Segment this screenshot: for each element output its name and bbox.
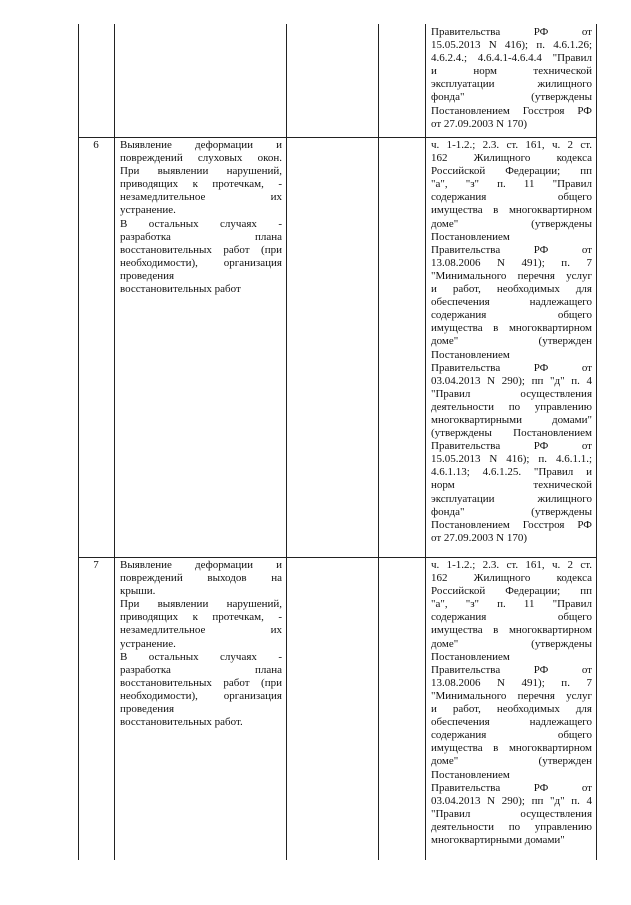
column-divider [286, 24, 287, 860]
cell-line: Выявление деформации и [120, 139, 282, 151]
cell-line: 4.6.1.13; 4.6.1.25. "Правил и [431, 466, 592, 479]
row-divider [78, 557, 597, 558]
cell-line: Правительства РФ от [431, 663, 592, 676]
cell-line: деятельности по управлению [431, 400, 592, 413]
cell-line: Российской Федерации; пп [431, 585, 592, 598]
column-divider [425, 24, 426, 860]
cell-line: "Минимального перечня услуг [431, 269, 592, 282]
cell-line: 15.05.2013 N 416); п. 4.6.1.1.; [431, 453, 592, 466]
cell-line: Правительства РФ от [431, 361, 592, 374]
cell-line: обеспечения надлежащего [431, 716, 592, 729]
cell-line: "Правил осуществления [431, 387, 592, 400]
cell-line: ч. 1-1.2.; 2.3. ст. 161, ч. 2 ст. [431, 559, 592, 571]
legal-basis [431, 559, 592, 847]
cell-line: обеспечения надлежащего [431, 296, 592, 309]
cell-line: 03.04.2013 N 290); пп "д" п. 4 [431, 374, 592, 387]
cell-line: имущества в многоквартирном [431, 322, 592, 335]
cell-line: 13.08.2006 N 491); п. 7 [431, 256, 592, 269]
cell-line: деятельности по управлению [431, 820, 592, 833]
cell-line: и работ, необходимых для [431, 283, 592, 296]
cell-line: При выявлении нарушений, [120, 598, 282, 611]
cell-line: В остальных случаях - [120, 217, 282, 230]
cell-line: В остальных случаях - [120, 650, 282, 663]
cell-line: (утверждены Постановлением [431, 427, 592, 440]
cell-line: 13.08.2006 N 491); п. 7 [431, 676, 592, 689]
work-description [120, 139, 282, 296]
cell-line: норм технической [431, 479, 592, 492]
cell-line: 4.6.2.4.; 4.6.4.1-4.6.4.4 "Правил [431, 52, 592, 65]
column-divider [114, 24, 115, 860]
row-divider [78, 137, 597, 138]
cell-line: восстановительных работ. [120, 716, 243, 729]
cell-line: приводящих к протечкам, - [120, 178, 282, 191]
cell-line: доме" (утвержден [431, 335, 592, 348]
cell-line: Постановлением Госстроя РФ [431, 518, 592, 531]
cell-line: повреждений слуховых окон. [120, 152, 282, 165]
cell-line: "а", "з" п. 11 "Правил [431, 598, 592, 611]
cell-line: необходимости), организация [120, 689, 282, 702]
cell-line: 162 Жилищного кодекса [431, 152, 592, 165]
cell-line: многоквартирными домами" [431, 413, 592, 426]
legal-basis [431, 139, 592, 545]
cell-line: проведения [120, 703, 175, 716]
cell-line: "а", "з" п. 11 "Правил [431, 178, 592, 191]
cell-line: от 27.09.2003 N 170) [431, 531, 528, 544]
cell-line: разработка плана [120, 663, 282, 676]
cell-line: доме" (утверждены [431, 217, 592, 230]
cell-line: Российской Федерации; пп [431, 165, 592, 178]
cell-line: При выявлении нарушений, [120, 165, 282, 178]
row-number: 6 [93, 139, 99, 151]
cell-line: восстановительных работ [120, 283, 241, 296]
cell-line: имущества в многоквартирном [431, 742, 592, 755]
cell-line: Постановлением [431, 768, 510, 781]
cell-line: проведения [120, 269, 175, 282]
cell-line: фонда" (утверждены [431, 91, 592, 104]
cell-line: 03.04.2013 N 290); пп "д" п. 4 [431, 794, 592, 807]
cell-line: восстановительных работ (при [120, 676, 282, 689]
cell-line: незамедлительное их [120, 624, 282, 637]
cell-line: необходимости), организация [120, 256, 282, 269]
cell-line: доме" (утвержден [431, 755, 592, 768]
cell-line: повреждений выходов на [120, 572, 282, 585]
cell-line: Правительства РФ от [431, 781, 592, 794]
legal-basis [431, 26, 592, 131]
cell-line: разработка плана [120, 230, 282, 243]
work-description [120, 559, 282, 729]
cell-line: содержания общего [431, 191, 592, 204]
cell-line: имущества в многоквартирном [431, 204, 592, 217]
cell-line: Постановлением Госстроя РФ [431, 104, 592, 117]
cell-line: содержания общего [431, 729, 592, 742]
column-divider [378, 24, 379, 860]
cell-line: 162 Жилищного кодекса [431, 572, 592, 585]
cell-line: Правительства РФ от [431, 440, 592, 453]
cell-line: незамедлительное их [120, 191, 282, 204]
cell-line: многоквартирными домами" [431, 833, 565, 846]
cell-line: крыши. [120, 585, 156, 598]
cell-line: устранение. [120, 204, 176, 217]
cell-line: Постановлением [431, 230, 510, 243]
cell-line: приводящих к протечкам, - [120, 611, 282, 624]
cell-line: Постановлением [431, 650, 510, 663]
cell-line: Правительства РФ от [431, 26, 592, 38]
cell-line: Выявление деформации и [120, 559, 282, 571]
cell-line: эксплуатации жилищного [431, 492, 592, 505]
cell-line: "Минимального перечня услуг [431, 689, 592, 702]
cell-line: и норм технической [431, 65, 592, 78]
cell-line: фонда" (утверждены [431, 505, 592, 518]
cell-line: эксплуатации жилищного [431, 78, 592, 91]
cell-line: имущества в многоквартирном [431, 624, 592, 637]
cell-line: доме" (утверждены [431, 637, 592, 650]
cell-line: содержания общего [431, 611, 592, 624]
cell-line: Постановлением [431, 348, 510, 361]
cell-line: от 27.09.2003 N 170) [431, 117, 528, 130]
column-divider [596, 24, 597, 860]
row-number: 7 [93, 559, 99, 571]
cell-line: и работ, необходимых для [431, 703, 592, 716]
cell-line: устранение. [120, 637, 176, 650]
cell-line: ч. 1-1.2.; 2.3. ст. 161, ч. 2 ст. [431, 139, 592, 151]
cell-line: 15.05.2013 N 416); п. 4.6.1.26; [431, 39, 592, 52]
cell-line: содержания общего [431, 309, 592, 322]
cell-line: восстановительных работ (при [120, 243, 282, 256]
cell-line: Правительства РФ от [431, 243, 592, 256]
cell-line: "Правил осуществления [431, 807, 592, 820]
